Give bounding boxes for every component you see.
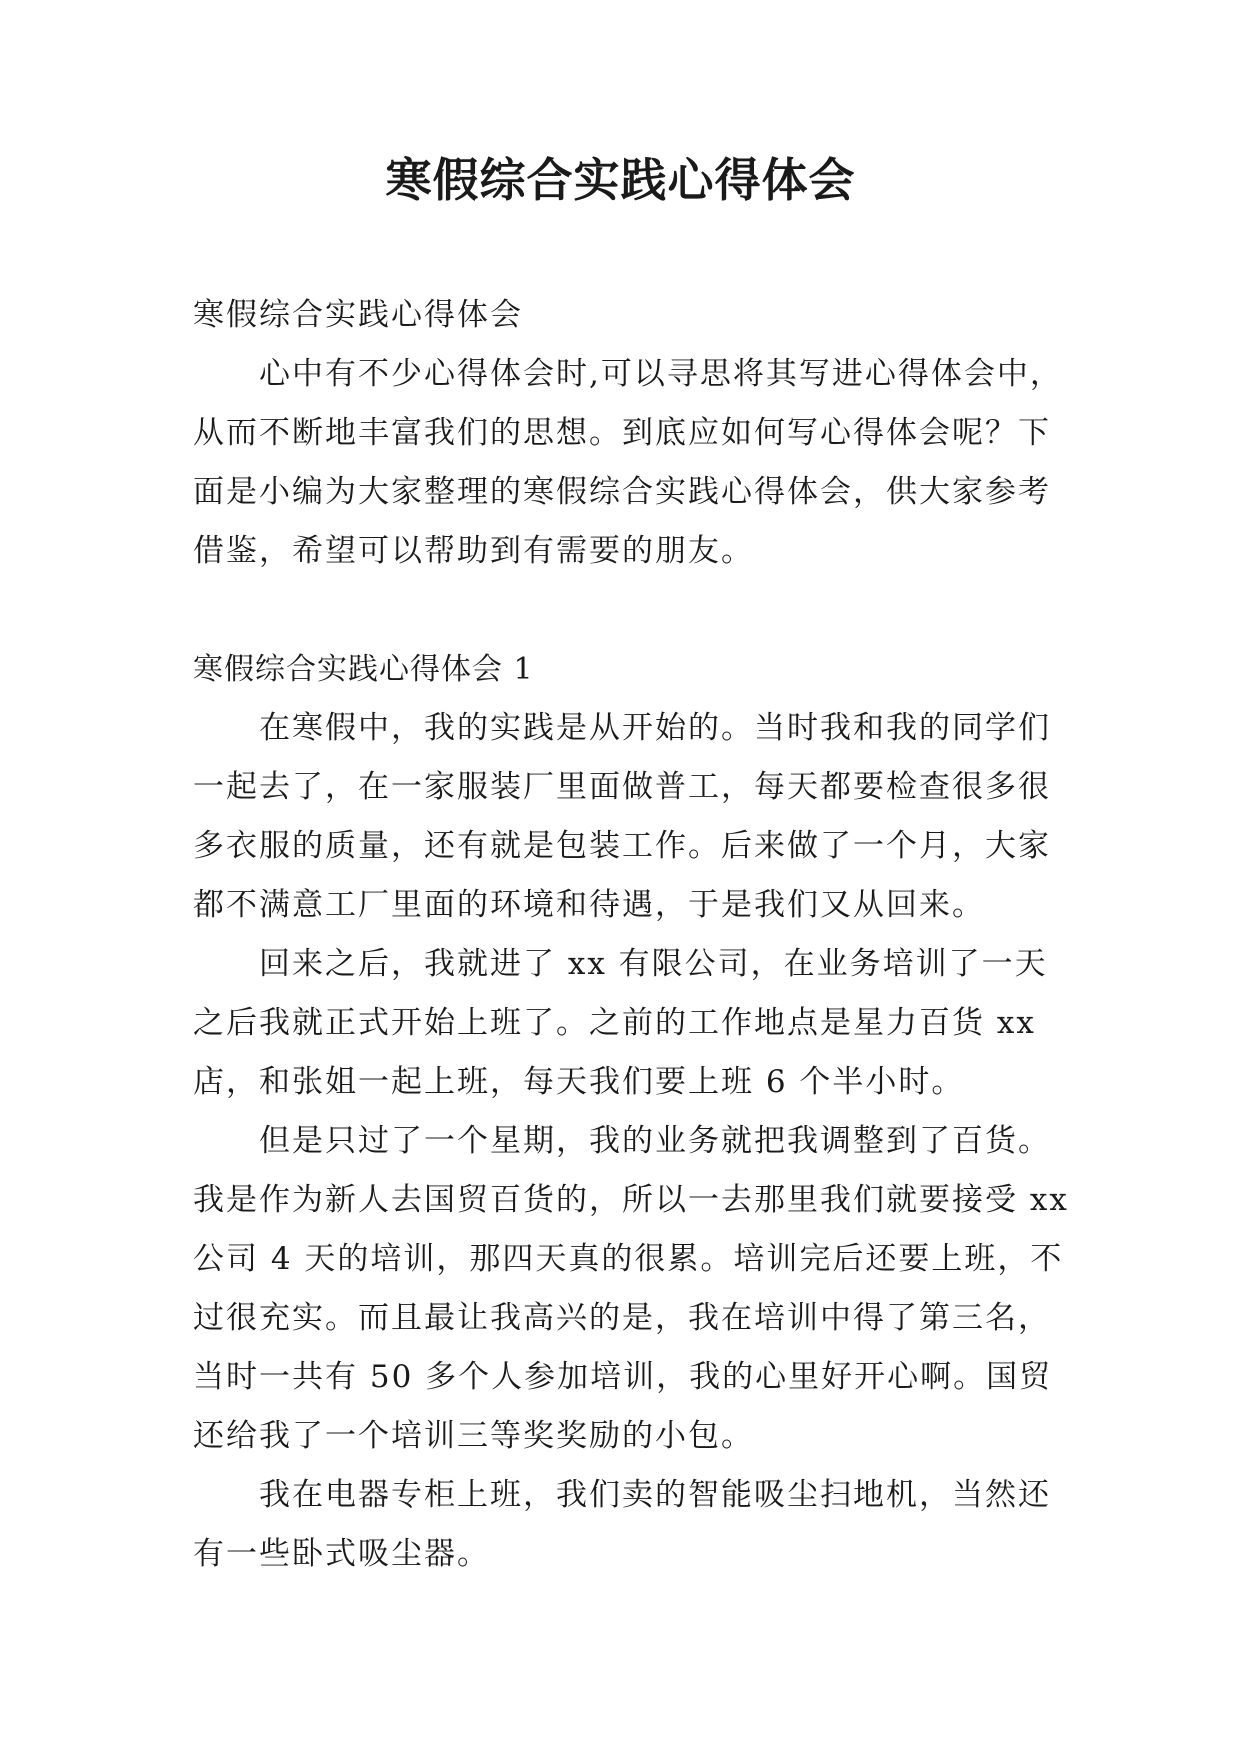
document-body (193, 286, 1069, 1584)
paragraph-2 (193, 935, 1063, 1112)
section-heading: 寒假综合实践心得体会 1 (193, 652, 534, 687)
paragraph-3-line-6: 还给我了一个培训三等奖奖励的小包。 (193, 1418, 754, 1454)
paragraph-3-line-5: 当时一共有 50 多个人参加培训，我的心里好开心啊。国贸 (193, 1359, 1053, 1395)
intro-heading: 寒假综合实践心得体会 (193, 297, 523, 333)
paragraph-1-line-3: 多衣服的质量，还有就是包装工作。后来做了一个月，大家 (193, 828, 1051, 864)
intro-line-2: 从而不断地丰富我们的思想。到底应如何写心得体会呢？下 (193, 415, 1051, 451)
paragraph-2-line-1: 回来之后，我就进了 xx 有限公司，在业务培训了一天 (259, 946, 1048, 982)
paragraph-1 (193, 699, 1063, 935)
paragraph-3 (193, 1112, 1069, 1466)
blank-line (193, 581, 1063, 640)
intro-line-1: 心中有不少心得体会时,可以寻思将其写进心得体会中， (259, 356, 1063, 392)
paragraph-4 (193, 1466, 1063, 1584)
paragraph-1-line-1: 在寒假中，我的实践是从开始的。当时我和我的同学们 (259, 710, 1051, 746)
paragraph-3-line-4: 过很充实。而且最让我高兴的是，我在培训中得了第三名， (193, 1300, 1051, 1336)
intro-line-3: 面是小编为大家整理的寒假综合实践心得体会，供大家参考 (193, 474, 1051, 510)
paragraph-4-line-1: 我在电器专柜上班，我们卖的智能吸尘扫地机，当然还 (259, 1477, 1051, 1513)
page-title: 寒假综合实践心得体会 (385, 153, 856, 207)
paragraph-1-line-2: 一起去了，在一家服装厂里面做普工，每天都要检查很多很 (193, 769, 1051, 805)
intro-paragraph (193, 345, 1063, 581)
paragraph-2-line-2: 之后我就正式开始上班了。之前的工作地点是星力百货 xx (193, 1005, 1036, 1041)
paragraph-4-line-2: 有一些卧式吸尘器。 (193, 1536, 490, 1572)
paragraph-3-line-2: 我是作为新人去国贸百货的，所以一去那里我们就要接受 xx (193, 1182, 1069, 1218)
paragraph-3-line-3: 公司 4 天的培训，那四天真的很累。培训完后还要上班，不 (193, 1241, 1064, 1277)
paragraph-1-line-4: 都不满意工厂里面的环境和待遇，于是我们又从回来。 (193, 887, 985, 923)
paragraph-2-line-3: 店，和张姐一起上班，每天我们要上班 6 个半小时。 (193, 1064, 965, 1100)
intro-line-4: 借鉴，希望可以帮助到有需要的朋友。 (193, 533, 754, 569)
paragraph-3-line-1: 但是只过了一个星期，我的业务就把我调整到了百货。 (259, 1123, 1051, 1159)
